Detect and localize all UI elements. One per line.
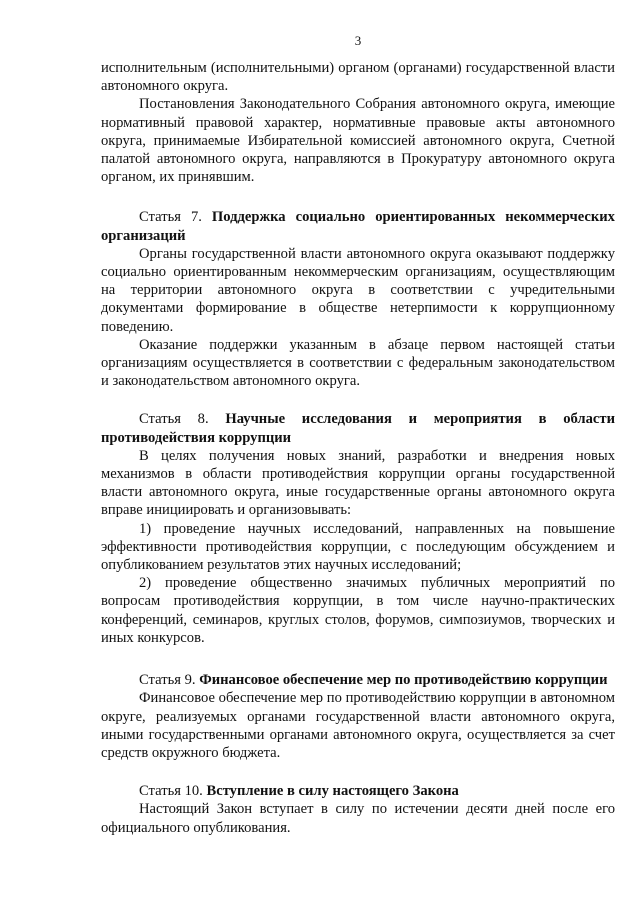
article-7-number: Статья 7.: [139, 209, 202, 226]
article-8-number: Статья 8.: [139, 411, 209, 428]
article-8-heading: [101, 410, 615, 446]
page-number: 3: [354, 33, 362, 48]
article-8-item-1: 1) проведение научных исследований, направленных на повышение эффективности противодействия коррупции, с последующим обсуждением и опубликованием результатов этих научных исследований;: [101, 520, 615, 574]
article-10-number: Статья 10.: [139, 783, 203, 800]
article-8: [101, 410, 615, 647]
article-10-paragraph-1: Настоящий Закон вступает в силу по истечении десяти дней после его официального опубликования.: [101, 801, 615, 836]
article-10-title: Вступление в силу настоящего Закона: [206, 783, 459, 800]
article-9-title: Финансовое обеспечение мер по противодействию коррупции: [199, 672, 608, 689]
article-7: [101, 208, 615, 390]
article-7-paragraph-2: Оказание поддержки указанным в абзаце первом настоящей статьи организациям осуществляется в соответствии с федеральным законодательством и законодательством автономного округа.: [101, 336, 615, 390]
article-9: [101, 671, 615, 762]
article-8-paragraph-1: В целях получения новых знаний, разработки и внедрения новых механизмов в области противодействия коррупции органы государственной власти автономного округа, иные государственные органы автономного округа вправе инициировать и организовывать:: [101, 447, 615, 519]
article-7-title: Поддержка социально ориентированных некоммерческих организаций: [101, 209, 615, 244]
article-9-heading: [101, 671, 615, 689]
article-8-item-2: 2) проведение общественно значимых публичных мероприятий по вопросам противодействия коррупции, в том числе научно-практических конференций, семинаров, круглых столов, форумов, симпозиумов, творческих и иных конкурсов.: [101, 575, 615, 646]
article-10-heading: [101, 782, 615, 800]
intro-paragraph: Постановления Законодательного Собрания автономного округа, имеющие нормативный правовой характер, нормативные правовые акты автономного округа, принимаемые Избирательной комиссией автономного округа, Счетной палатой автономного округа, направляются в Прокуратуру автономного округа органом, их принявшим.: [101, 96, 615, 186]
article-9-number: Статья 9.: [139, 672, 196, 689]
article-9-paragraph-1: Финансовое обеспечение мер по противодействию коррупции в автономном округе, реализуемых органами государственной власти автономного округа, иными государственными органами автономного округа, осуществляется за счет средств окружного бюджета.: [101, 690, 615, 761]
document-body: [101, 59, 615, 837]
article-7-heading: [101, 208, 615, 244]
article-7-paragraph-1: Органы государственной власти автономного округа оказывают поддержку социально ориентированным некоммерческим организациям, осуществляющим на территории автономного округа в соответствии с учредительными документами формирование в обществе нетерпимости к коррупционному поведению.: [101, 245, 615, 335]
article-8-title: Научные исследования и мероприятия в области противодействия коррупции: [101, 411, 615, 446]
article-10: [101, 782, 615, 837]
intro-continuation: исполнительным (исполнительными) органом (органами) государственной власти автономного округа.: [101, 60, 615, 95]
